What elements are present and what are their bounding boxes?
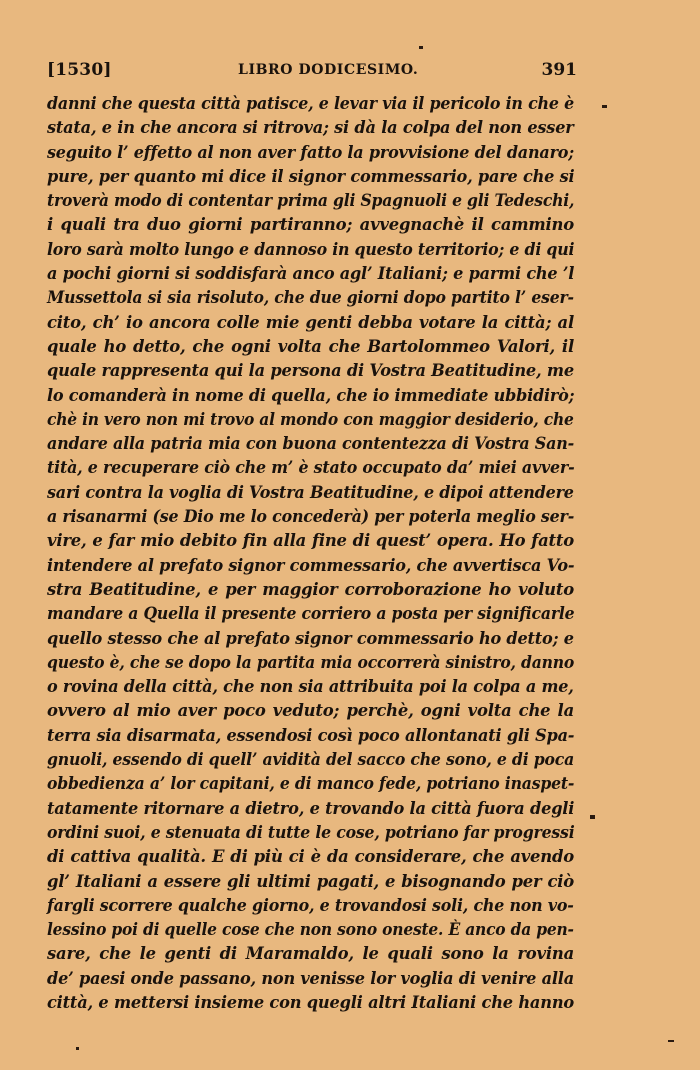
text-line: Mussettola si sia risoluto, che due giorni dopo partito l’ eser- [47,288,574,308]
ink-speck [76,1047,79,1050]
text-line: obbedienza a’ lor capitani, e di manco fede, potriano inaspet- [47,774,575,794]
text-line: de’ paesi onde passano, non venisse lor voglia di venire alla [47,968,574,988]
page-number: 391 [541,60,577,80]
text-line: mandare a Quella il presente corriero a posta per significarle [47,604,575,624]
text-line: troverà modo di contentar prima gli Spagnuoli e gli Tedeschi, [47,191,575,211]
text-line: gl’ Italiani a essere gli ultimi pagati, e bisognando per ciò [47,871,574,891]
text-line: lessino poi di quelle cose che non sono oneste. È anco da pen- [47,920,574,940]
text-line: quello stesso che al prefato signor commessario ho detto; e [47,628,574,648]
text-line: ovvero al mio aver poco veduto; perchè, ogni volta che la [47,701,574,721]
text-line: stata, e in che ancora si ritrova; si dà la colpa del non esser [47,118,574,138]
text-line: tatamente ritornare a dietro, e trovando la città fuora degli [47,798,575,818]
text-line: stra Beatitudine, e per maggior corroborazione ho voluto [47,579,574,599]
text-line: lo comanderà in nome di quella, che io immediate ubbidirò; [47,385,575,405]
text-line: fargli scorrere qualche giorno, e trovandosi soli, che non vo- [47,895,574,915]
text-line: terra sia disarmata, essendosi così poco allontanati gli Spa- [47,725,575,745]
text-line: ordini suoi, e stenuata di tutte le cose, potriano far progressi [47,822,575,842]
ink-speck [419,46,423,49]
text-line: chè in vero non mi trovo al mondo con maggior desiderio, che [47,409,574,429]
ink-speck [668,1040,674,1042]
text-line: andare alla patria mia con buona contentezza di Vostra San- [47,434,574,454]
text-line: cito, ch’ io ancora colle mie genti debba votare la città; al [47,312,574,332]
text-line: a risanarmi (se Dio me lo concederà) per poterla meglio ser- [47,507,575,527]
text-line: intendere al prefato signor commessario, che avvertisca Vo- [47,555,575,575]
running-header [47,58,577,84]
header-title: LIBRO DODICESIMO. [238,62,419,78]
text-line: città, e mettersi insieme con quegli altri Italiani che hanno [47,992,575,1012]
text-line: sare, che le genti di Maramaldo, le quali sono la rovina [47,944,574,964]
text-line: quale ho detto, che ogni volta che Bartolommeo Valori, il [47,336,574,356]
text-line: danni che questa città patisce, e levar via il pericolo in che è [47,94,574,113]
text-line: questo è, che se dopo la partita mia occorrerà sinistro, danno [47,652,575,672]
text-line: o rovina della città, che non sia attribuita poi la colpa a me, [47,677,574,697]
text-line: quale rappresenta qui la persona di Vostra Beatitudine, me [47,361,574,381]
text-line: gnuoli, essendo di quell’ avidità del sacco che sono, e di poca [47,750,575,770]
body-text [47,92,574,1015]
text-line: vire, e far mio debito fin alla fine di quest’ opera. Ho fatto [47,531,574,551]
text-line: loro sarà molto lungo e dannoso in questo territorio; e di qui [47,239,575,259]
text-line: di cattiva qualità. E di più ci è da considerare, che avendo [47,847,574,867]
text-line: tità, e recuperare ciò che m’ è stato occupato da’ miei avver- [47,458,575,478]
text-line: seguito l’ effetto al non aver fatto la provvisione del danaro; [47,142,574,162]
header-year: [1530] [47,60,112,80]
ink-speck [590,815,595,819]
ink-speck [602,105,607,108]
text-line: sari contra la voglia di Vostra Beatitudine, e dipoi attendere [47,482,574,502]
text-line: a pochi giorni si soddisfarà anco agl’ Italiani; e parmi che ’l [47,264,575,284]
text-line: pure, per quanto mi dice il signor commessario, pare che si [47,166,575,186]
text-line: i quali tra duo giorni partiranno; avvegnachè il cammino [47,215,574,235]
